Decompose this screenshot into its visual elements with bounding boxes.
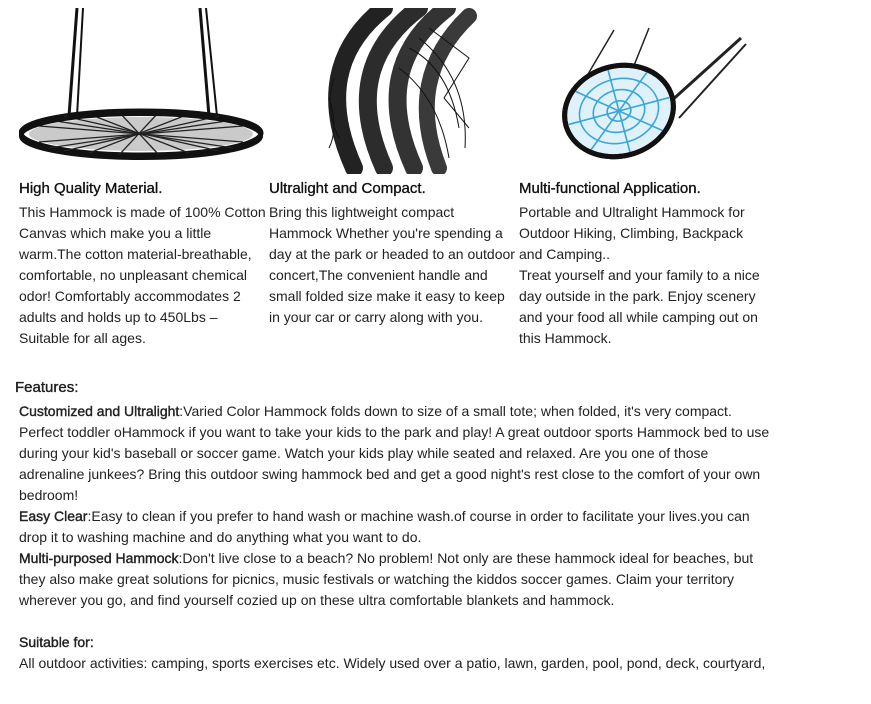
column-body: This Hammock is made of 100% Cotton Canvas which make you a little warm.The cotton material-breathable, comfortable, no unpleasant chemical odor! Comfortably accommodates 2 adults and holds up to 450Lbs – Suitable for all ages. — [19, 204, 266, 346]
column-body: Portable and Ultralight Hammock for Outdoor Hiking, Climbing, Backpack and Camping.. Treat yourself and your family to a nice day outside in the park. Enjoy scenery and your food all while camping out on this Hammock. — [519, 204, 760, 346]
column-title: Ultralight and Compact. — [269, 180, 426, 197]
feature-item — [19, 548, 775, 611]
feature-label: Customized and Ultralight — [19, 403, 180, 419]
feature-label: Multi-purposed Hammock — [19, 550, 179, 566]
feature-label: Easy Clear — [19, 508, 88, 524]
column-title: High Quality Material. — [19, 180, 163, 197]
column-compact — [269, 8, 517, 328]
feature-text: :Varied Color Hammock folds down to size of a small tote; when folded, it's very compact. Perfect toddler oHammock if you want to take your kids to the park and play! A great outdoor sports Hammock bed to use during your kid's baseball or soccer game. Watch your kids play while seated and relaxed. Are you one of those adrenaline junkees? Bring this outdoor swing hammock bed and get a good night's rest close to the comfort of your own bedroom! — [19, 403, 770, 503]
feature-text: :Don't live close to a beach? No problem! Not only are these hammock ideal for beaches, but they also make great solutions for picnics, music festivals or watching the kiddos soccer games. Claim your territory wherever you go, and find yourself cozied up on these ultra comfortable blankets and hammock. — [19, 550, 754, 608]
feature-item — [19, 506, 775, 548]
swing-image-black — [19, 8, 267, 174]
swing-image-blue — [519, 8, 767, 174]
suitable-text: All outdoor activities: camping, sports exercises etc. Widely used over a patio, lawn, garden, pool, pond, deck, courtyard, — [19, 655, 766, 671]
feature-item — [19, 401, 775, 506]
feature-text: :Easy to clean if you prefer to hand wash or machine wash.of course in order to facilitate your lives.you can drop it to washing machine and do anything what you want to do. — [19, 508, 750, 545]
features-heading: Features: — [15, 379, 79, 396]
column-application — [519, 8, 767, 349]
suitable-section — [19, 632, 779, 674]
column-body: Bring this lightweight compact Hammock Whether you're spending a day at the park or headed to an outdoor concert,The convenient handle and small folded size make it easy to keep in your car or carry along with you. — [269, 204, 515, 325]
suitable-heading: Suitable for: — [19, 634, 94, 650]
column-title: Multi-functional Application. — [519, 180, 701, 197]
features-section — [15, 378, 775, 611]
column-material — [19, 8, 267, 349]
folded-frame-image — [269, 8, 517, 174]
